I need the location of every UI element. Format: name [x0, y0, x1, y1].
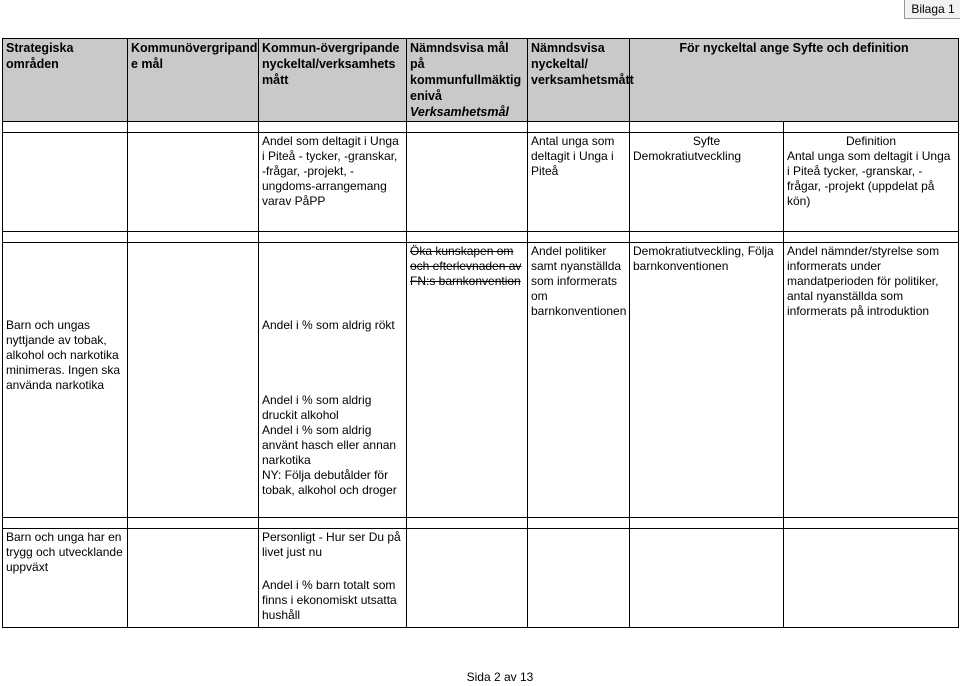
row3-municipal-goal — [128, 529, 259, 628]
purpose-label: Syfte — [692, 134, 721, 148]
row2-strategic-area — [3, 243, 128, 518]
row2-municipal-indicators — [259, 243, 407, 518]
row2-indicator-debut-age: NY: Följa debutålder för tobak, alkohol och droger — [262, 468, 397, 497]
row1-board-indicator: Antal unga som deltagit i Unga i Piteå — [528, 133, 630, 232]
row1-definition — [784, 133, 959, 232]
row3-purpose — [630, 529, 784, 628]
row2-indicator-narcotics: Andel i % som aldrig använt hasch eller annan narkotika — [262, 423, 397, 467]
header-board-goals-italic: Verksamhetsmål — [410, 105, 509, 119]
header-board-goals-main: Nämndsvisa mål på kommunfullmäktig enivå — [410, 41, 522, 103]
goals-table — [2, 38, 959, 628]
row1-municipal-indicator: Andel som deltagit i Unga i Piteå - tycker, -granskar, -frågar, -projekt, - ungdoms-arrangemang varav PåPP — [259, 133, 407, 232]
row3-indicator-wellbeing: Personligt - Hur ser Du på livet just nu — [262, 530, 401, 559]
table-row — [3, 243, 959, 518]
row2-municipal-goal — [128, 243, 259, 518]
row3-municipal-indicators — [259, 529, 407, 628]
row2-board-goal-text: Öka kunskapen om och efterlevnaden av FN:s barnkonvention — [410, 244, 522, 288]
page-tag: Bilaga 1 — [904, 0, 960, 19]
table-row — [3, 529, 959, 628]
row1-strategic-area — [3, 133, 128, 232]
row2-purpose: Demokratiutveckling, Följa barnkonventionen — [630, 243, 784, 518]
row2-indicator-smoking: Andel i % som aldrig rökt — [262, 318, 395, 332]
row2-strategic-area-text: Barn och ungas nyttjande av tobak, alkohol och narkotika minimeras. Ingen ska använda narkotika — [6, 318, 121, 392]
table-row — [3, 133, 959, 232]
spacer-row — [3, 232, 959, 243]
header-row — [3, 39, 959, 122]
row2-board-goal — [407, 243, 528, 518]
row1-board-goal — [407, 133, 528, 232]
row3-indicator-poverty: Andel i % barn totalt som finns i ekonomiskt utsatta hushåll — [262, 578, 397, 622]
row3-board-indicator — [528, 529, 630, 628]
row3-definition — [784, 529, 959, 628]
row1-purpose — [630, 133, 784, 232]
page-footer: Sida 2 av 13 — [466, 670, 534, 684]
row2-indicator-alcohol: Andel i % som aldrig druckit alkohol — [262, 393, 372, 422]
row2-definition: Andel nämnder/styrelse som informerats under mandatperioden för politiker, antal nyanställda som informerats på introduktion — [784, 243, 959, 518]
row1-definition-text: Antal unga som deltagit i Unga i Piteå tycker, -granskar, -frågar, -projekt (uppdelat på kön) — [787, 149, 951, 208]
header-board-indicators: Nämndsvisa nyckeltal/ verksamhetsmått — [528, 39, 630, 122]
header-strategic-areas: Strategiska områden — [3, 39, 128, 122]
row2-board-indicator: Andel politiker samt nyanställda som informerats om barnkonventionen — [528, 243, 630, 518]
row1-purpose-text: Demokratiutveckling — [633, 149, 742, 163]
spacer-row — [3, 122, 959, 133]
header-municipal-goals: Kommunövergripand e mål — [128, 39, 259, 122]
definition-label: Definition — [845, 134, 897, 148]
header-purpose-definition: För nyckeltal ange Syfte och definition — [630, 39, 959, 122]
spacer-row — [3, 518, 959, 529]
header-board-goals — [407, 39, 528, 122]
header-municipal-indicators: Kommun-övergripande nyckeltal/verksamhets mått — [259, 39, 407, 122]
row1-municipal-goal — [128, 133, 259, 232]
row3-strategic-area: Barn och unga har en trygg och utvecklande uppväxt — [3, 529, 128, 628]
row3-board-goal — [407, 529, 528, 628]
